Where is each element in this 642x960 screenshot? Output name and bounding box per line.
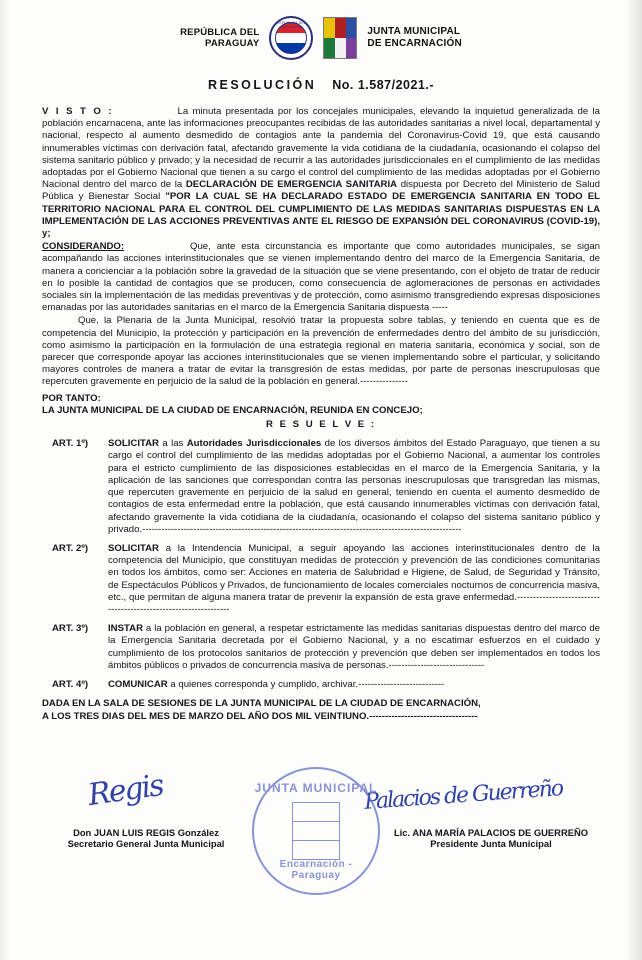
junta-convened-line: LA JUNTA MUNICIPAL DE LA CIUDAD DE ENCARNACIÓN, REUNIDA EN CONCEJO; [42,404,423,416]
visto-text-2: dispuesta por Decreto del Ministerio de Salud Pública y Bienestar Social [42,179,600,203]
signature-scribble-right: Palacios de Guerreño [363,776,563,815]
visto-paragraph [42,106,600,240]
signature-right-role: Presidente Junta Municipal [430,838,552,850]
seal-microtext: REPÚBLICA DEL PARAGUAY [276,21,306,29]
article-row [42,438,600,536]
republic-line-2: PARAGUAY [205,38,260,49]
page-edge-shadow-left [0,0,10,960]
national-seal-icon [269,16,313,60]
article-label: ART. 3º) [52,623,89,635]
junta-line-1: JUNTA MUNICIPAL [367,26,461,37]
article-row [42,543,600,616]
resolution-word: RESOLUCIÓN [207,78,317,92]
article-text [108,679,600,691]
signature-left-name: Don JUAN LUIS REGIS González [73,826,219,838]
stamp-crest-icon [292,802,340,860]
article-label: ART. 2º) [52,542,89,554]
official-stamp-icon [252,767,380,895]
signature-right-name: Lic. ANA MARÍA PALACIOS DE GUERREÑO [393,826,589,838]
document-header [0,0,642,64]
signature-right [386,827,596,850]
closing-line-1: DADA EN LA SALA DE SESIONES DE LA JUNTA MUNICIPAL DE LA CIUDAD DE ENCARNACIÓN, [42,698,481,710]
junta-line-2: DE ENCARNACIÓN [367,38,462,49]
signature-left [46,827,246,850]
resolution-title [0,78,642,92]
visto-bold-2: "POR LA CUAL SE HA DECLARADO ESTADO DE EMERGENCIA SANITARIA EN TODO EL TERRITORIO NACIONAL PARA EL CONTROL DEL CUMPLIMIENTO DE LAS MEDIDAS SANITARIAS DISPUESTAS EN LA IMPLEMENTACIÓN DE LAS ACCIONES PREVENTIVAS ANTE EL RIESGO DE EXPANSIÓN DEL CORONAVIRUS (COVID-19), y; [42,191,600,240]
considerando-paragraph [42,241,600,314]
visto-bold-1: DECLARACIÓN DE EMERGENCIA SANITARIA [185,179,398,191]
resuelve-label: R E S U E L V E : [265,419,377,431]
article-lead-rest: a las [159,438,187,450]
republic-line-1: REPÚBLICA DEL [180,27,260,38]
article-text [108,438,600,536]
republic-heading [180,27,259,49]
closing-line-2: A LOS TRES DIAS DEL MES DE MARZO DEL AÑO DOS MIL VEINTIUNO.---------------------------------- [42,710,478,722]
junta-heading [367,26,461,50]
article-bold-2: Autoridades Jurisdiccionales [186,438,322,450]
signature-area [40,767,602,899]
junta-crest-icon [323,17,357,59]
article-label: ART. 4º) [52,678,89,690]
article-lead: COMUNICAR [108,678,168,690]
article-lead: SOLICITAR [108,438,159,450]
visto-label: V I S T O : [42,106,114,117]
signature-left-role: Secretario General Junta Municipal [67,838,225,850]
article-lead-rest: a la Intendencia Municipal, a seguir apoyando las acciones interinstitucionales dentro de la competencia del Municipio, que constituyan medidas de protección y prevención de las condiciones comunitarias en todos los ámbitos, como ser: Acciones en materia de Salubridad e Higiene, de Salud, de Seguridad y Tránsito, de Espectáculos Públicos y Privados, de funcionamiento de locales comerciales nocturnos de concurrencia masiva, etc., que permitan de alguna manera tratar de prevenir la expansión de esta grave enfermedad.---------------------------------------------------------------- [108,542,600,615]
article-lead: SOLICITAR [108,542,159,554]
article-label: ART. 1º) [52,438,89,450]
article-row [42,623,600,672]
visto-text: La minuta presentada por los concejales municipales, elevando la inquietud generalizada de la población encarnacena, ante las informaciones preocupantes recibidas de las autoridades sanitarias a nivel local, departamental y nacional, respecto al aumento desmedido de contagios ante la pandemia del Coronavirus-Covid 19, que está causando innumerables víctimas con derivación fatal, afectando gravemente la vida cotidiana de la ciudadanía, ocasionando el colapso del sistema sanitario público y privado; y la necesidad de recurrir a las autoridades jurisdiccionales en el cumplimiento de las medidas adoptadas por el Gobierno Nacional que tienen a su cargo el control del cumplimiento de las medidas adoptadas por el Gobierno Nacional dentro del marco de la [42,106,600,191]
article-row [42,679,600,691]
resolution-number: No. 1.587/2021.- [332,78,435,92]
article-lead: INSTAR [108,623,143,635]
considerando-label: CONSIDERANDO: [42,241,125,253]
article-body: de los diversos ámbitos del Estado Paraguayo, que tienen a su cargo el control del cumplimiento de las medidas adoptadas por el Gobierno Nacional, a aumentar los controles para el estricto cumplimiento de las disposiciones establecidas en el marco de la Emergencia Sanitaria, y la aplicación de las sanciones que correspondan contra las personas inescrupulosas que transgredan las mismas, que repercuten gravemente en perjuicio de la salud en general, teniendo en cuenta el aumento desmedido de contagios de esta enfermedad entre la población, que está causando innumerables víctimas con derivación fatal, afectando gravemente la vida cotidiana de la ciudadanía, ocasionando el colapso del sistema sanitario público y privado.---------------------------------------------------------------------------------------------------- [108,438,600,535]
stamp-bottom-text: Encarnación - Paraguay [279,858,353,881]
document-body [42,106,600,723]
por-tanto-label: POR TANTO: [42,392,101,404]
article-lead-rest: a la población en general, a respetar estrictamente las medidas sanitarias dispuestas dentro del marco de la Emergencia Sanitaria decretada por el Gobierno Nacional, y a no escatimar esfuerzos en el cuidado y cumplimiento de los protocolos sanitarios de protección y prevención que deben ser implementados en todos los ámbitos públicos o privados de concurrencia masiva de personas.------------------------------ [108,623,600,671]
article-text [108,543,600,616]
closing-block [42,698,600,723]
stamp-top-text: JUNTA MUNICIPAL [254,780,378,795]
article-lead-rest: a quienes corresponda y cumplido, archivar.--------------------------- [167,678,445,690]
signature-scribble-left: Regis [85,767,165,813]
page-edge-shadow-right [626,0,642,960]
considerando-text-2: Que, la Plenaria de la Junta Municipal, resolvió tratar la propuesta sobre tablas, y teniendo en cuenta que es de competencia del Municipio, la protección y participación en la prevención de enfermedades dentro del ámbito de su jurisdicción, como asimismo la participación en la formulación de una estrategia regional en materia sanitaria, económica y social, son de parecer que corresponde apoyar las acciones interinstitucionales que se vienen implementando sobre el particular, y solicitando mayores controles de manera a tratar de evitar la transgresión de estas medidas, por parte de personas inescrupulosas que repercuten gravemente en perjuicio de la salud de la población en general.--------------- [42,315,600,388]
article-text [108,623,600,672]
considerando-text-1: Que, ante esta circunstancia es importante que como autoridades municipales, se sigan acompañando las acciones interinstitucionales que se vienen implementando dentro del marco de la Emergencia Sanitaria, de manera a concienciar a la población sobre la gravedad de la situación que se viene presentando, con el objeto de tratar de reducir en lo posible la cantidad de contagios que se producen, como consecuencia de aglomeraciones de personas en actividades sociales sin la implementación de las medidas preventivas y de protección, como asimismo transgrediendo expresas disposiciones emanadas por las autoridades sanitarias en el marco de la Emergencia Sanitaria dispuesta ----- [42,241,600,314]
considerando-paragraph-2 [42,315,600,388]
